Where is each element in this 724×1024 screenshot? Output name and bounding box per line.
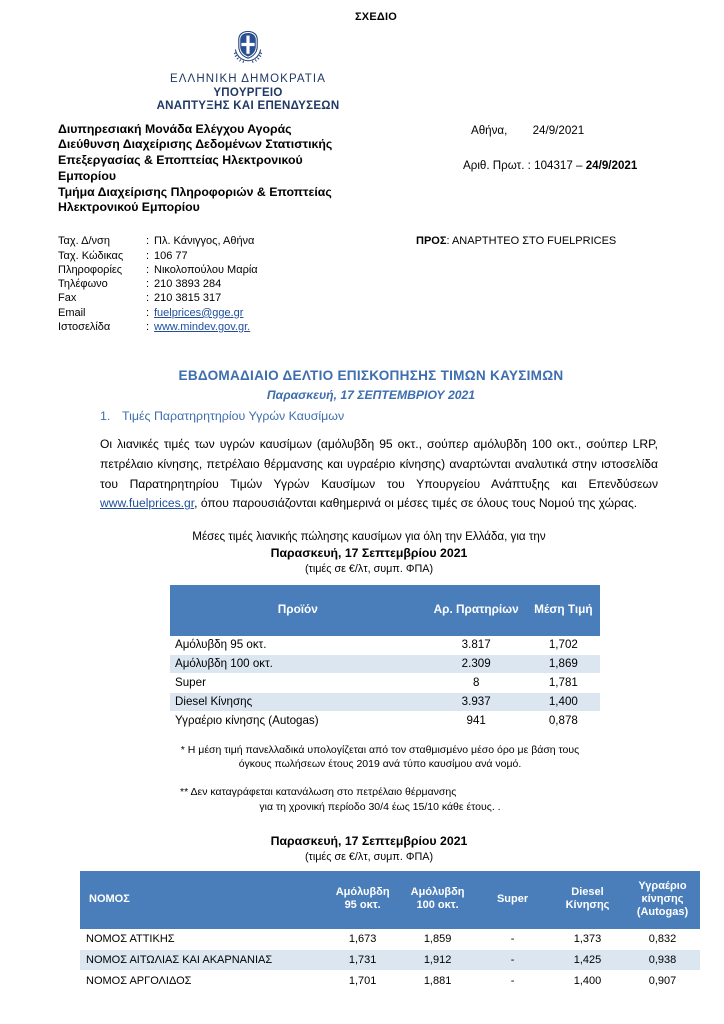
contact-value: 210 3893 284 (154, 278, 222, 291)
cell-unleaded100: 1,912 (400, 950, 475, 971)
unit-line-5: Τμήμα Διαχείρισης Πληροφοριών & Εποπτείας (58, 184, 332, 199)
paragraph-part-2: , όπου παρουσιάζονται καθημερινά οι μέσες τιμές σε όλους τους Νομού της χώρας. (194, 496, 638, 511)
table2-col-unleaded100 (400, 871, 475, 928)
issue-place-date (471, 124, 666, 137)
cell-prefecture: ΝΟΜΟΣ ΑΤΤΙΚΗΣ (80, 928, 325, 950)
protocol-label: Αριθ. Πρωτ. : (463, 158, 531, 172)
protocol-number: 104317 – (534, 158, 583, 172)
issuing-unit (58, 122, 413, 217)
header-line: 95 οκτ. (344, 899, 381, 912)
cell-stations: 3.817 (426, 635, 527, 655)
contact-separator: : (146, 292, 150, 305)
republic-line: ΕΛΛΗΝΙΚΗ ΔΗΜΟΚΡΑΤΙΑ (170, 73, 326, 85)
cell-prefecture: ΝΟΜΟΣ ΑΡΓΟΛΙΔΟΣ (80, 971, 325, 992)
header-line: Κίνησης (565, 899, 610, 912)
contact-separator: : (146, 249, 150, 262)
header-line: 100 οκτ. (416, 899, 459, 912)
ministry-name (98, 73, 398, 114)
table1-col-product: Προϊόν (170, 585, 426, 635)
contact-label: Ταχ. Κώδικας (58, 249, 124, 262)
ministry-dept-line: ΑΝΑΠΤΥΞΗΣ ΚΑΙ ΕΠΕΝΔΥΣΕΩΝ (156, 100, 340, 112)
cell-autogas: 0,832 (625, 928, 700, 950)
intro-paragraph (58, 435, 666, 513)
contact-row (58, 234, 368, 248)
table-row (170, 654, 600, 673)
draft-mark: ΣΧΕΔΙΟ (355, 11, 397, 23)
table2-caption-units: (τιμές σε €/λτ, συμπ. ΦΠΑ) (304, 851, 434, 864)
table-row (80, 971, 700, 992)
table1-caption-units: (τιμές σε €/λτ, συμπ. ΦΠΑ) (304, 562, 434, 575)
contact-label: Ταχ. Δ/νση (58, 235, 110, 248)
unit-line-4: Εμπορίου (58, 168, 117, 183)
cell-autogas: 0,938 (625, 950, 700, 971)
footnotes (58, 743, 666, 814)
table-row (170, 635, 600, 655)
table2-header-row (80, 871, 700, 928)
section-heading (58, 409, 666, 423)
cell-product: Super (170, 673, 426, 692)
table1-head (170, 585, 600, 635)
unit-line-3: Επεξεργασίας & Εποπτείας Ηλεκτρονικού (58, 153, 303, 168)
unit-line-2: Διεύθυνση Διαχείρισης Δεδομένων Στατιστικής (58, 137, 333, 152)
cell-product: Υγραέριο κίνησης (Autogas) (170, 711, 426, 730)
table-row (80, 950, 700, 971)
contact-row (58, 320, 368, 334)
ministry-line: ΥΠΟΥΡΓΕΙΟ (213, 86, 283, 99)
cell-unleaded95: 1,731 (325, 950, 400, 971)
contact-value: Πλ. Κάνιγγος, Αθήνα (154, 235, 255, 248)
contact-label: Τηλέφωνο (58, 278, 108, 291)
contact-separator: : (146, 278, 150, 291)
protocol-number-line (463, 159, 666, 172)
cell-product: Αμόλυβδη 100 οκτ. (170, 654, 426, 673)
protocol-date: 24/9/2021 (585, 158, 638, 172)
contact-value: 210 3815 317 (154, 292, 222, 305)
cell-price: 1,781 (527, 673, 600, 692)
table2-body (80, 928, 700, 992)
footnote-line-2: για τη χρονική περίοδο 30/4 έως 15/10 κάθε έτους. . (259, 800, 501, 813)
table2-col-prefecture: ΝΟΜΟΣ (80, 871, 325, 928)
contact-separator: : (146, 263, 150, 276)
table1-header-row (170, 585, 600, 635)
cell-super: - (475, 928, 550, 950)
contact-separator: : (146, 306, 150, 319)
cell-price: 1,702 (527, 635, 600, 655)
page-title: ΕΒΔΟΜΑΔΙΑΙΟ ΔΕΛΤΙΟ ΕΠΙΣΚΟΠΗΣΗΣ ΤΙΜΩΝ ΚΑΥΣΙΜΩΝ (178, 368, 564, 384)
bulletin-date: Παρασκευή, 17 ΣΕΠΤΕΜΒΡΙΟΥ 2021 (266, 388, 476, 403)
table-row (170, 711, 600, 730)
section-number: 1. (100, 409, 111, 424)
footnote-heating-oil (180, 785, 580, 814)
website-link[interactable]: www.mindev.gov.gr. (154, 321, 251, 334)
email-link[interactable]: fuelprices@gge.gr (154, 306, 244, 319)
table1-col-stations: Αρ. Πρατηρίων (426, 585, 527, 635)
national-average-prices-table (170, 585, 600, 731)
footnote-average-method: * Η μέση τιμή πανελλαδικά υπολογίζεται από τον σταθμισμένο μέσο όρο με βάση τους όγκους πωλήσεων έτους 2019 ανά τύπο καυσίμου ανά νομό. (180, 743, 580, 771)
table2-col-diesel (550, 871, 625, 928)
recipient-label: ΠΡΟΣ (416, 235, 447, 248)
letterhead (98, 28, 398, 114)
cell-product: Αμόλυβδη 95 οκτ. (170, 635, 426, 655)
cell-price: 1,400 (527, 692, 600, 711)
contact-label: Fax (58, 292, 77, 305)
cell-unleaded95: 1,701 (325, 971, 400, 992)
cell-super: - (475, 971, 550, 992)
table2-caption-date: Παρασκευή, 17 Σεπτεμβρίου 2021 (270, 834, 468, 849)
section-title: Τιμές Παρατηρητηρίου Υγρών Καυσίμων (122, 409, 345, 424)
cell-stations: 8 (426, 673, 527, 692)
header-line: Diesel (571, 886, 604, 899)
unit-line-1: Διυπηρεσιακή Μονάδα Ελέγχου Αγοράς (58, 121, 292, 136)
paragraph-part-1: Οι λιανικές τιμές των υγρών καυσίμων (αμόλυβδη 95 οκτ., σούπερ αμόλυβδη 100 οκτ., σούπερ LRP, πετρέλαιο κίνησης, πετρέλαιο θέρμανσης και υγραέριο κίνησης) αναρτώνται αναλυτικά στην ιστοσελίδα του Παρατηρητηρίου Τιμών Υγρών Καυσίμων του Υπουργείου Ανάπτυξης και Επενδύσεων (100, 437, 658, 491)
contact-row (58, 277, 368, 291)
issue-date: 24/9/2021 (532, 123, 585, 137)
contact-row (58, 263, 368, 277)
greek-coat-of-arms-icon (231, 28, 265, 66)
cell-stations: 941 (426, 711, 527, 730)
city-label: Αθήνα, (471, 123, 508, 137)
contact-value: 106 77 (154, 249, 188, 262)
cell-unleaded100: 1,881 (400, 971, 475, 992)
header-line: Αμόλυβδη (410, 886, 465, 899)
contact-label: Ιστοσελίδα (58, 321, 111, 334)
cell-prefecture: ΝΟΜΟΣ ΑΙΤΩΛΙΑΣ ΚΑΙ ΑΚΑΡΝΑΝΙΑΣ (80, 950, 325, 971)
recipient-block (368, 234, 666, 334)
cell-stations: 3.937 (426, 692, 527, 711)
cell-unleaded100: 1,859 (400, 928, 475, 950)
prefecture-prices-table (80, 871, 700, 992)
contact-details (58, 234, 368, 334)
table1-col-price: Μέση Τιμή (527, 585, 600, 635)
header-line: (Autogas) (636, 905, 689, 918)
contact-row (58, 291, 368, 305)
header-line: Αμόλυβδη (335, 886, 390, 899)
fuelprices-link[interactable]: www.fuelprices.gr (100, 496, 195, 511)
contact-row (58, 249, 368, 263)
contact-and-recipient (58, 234, 666, 334)
contact-label: Email (58, 306, 86, 319)
cell-price: 0,878 (527, 711, 600, 730)
table-row (80, 928, 700, 950)
cell-product: Diesel Κίνησης (170, 692, 426, 711)
contact-separator: : (146, 321, 150, 334)
contact-value: Νικολοπούλου Μαρία (154, 263, 258, 276)
table2-head (80, 871, 700, 928)
table1-wrapper (58, 585, 666, 731)
table-row (170, 692, 600, 711)
table1-body (170, 635, 600, 731)
document-meta (413, 122, 666, 217)
cell-diesel: 1,400 (550, 971, 625, 992)
unit-line-6: Ηλεκτρονικού Εμπορίου (58, 200, 200, 215)
recipient-value: : ΑΝΑΡΤΗΤΕΟ ΣΤΟ FUELPRICES (446, 235, 617, 248)
header-line: κίνησης (641, 892, 684, 905)
table-row (170, 673, 600, 692)
cell-super: - (475, 950, 550, 971)
header-columns (58, 122, 666, 217)
footnote-line-1: ** Δεν καταγράφεται κατανάλωση στο πετρέλαιο θέρμανσης (180, 785, 457, 798)
table2-col-super: Super (475, 871, 550, 928)
table2-wrapper (80, 871, 689, 992)
cell-diesel: 1,373 (550, 928, 625, 950)
contact-separator: : (146, 235, 150, 248)
table2-col-autogas (625, 871, 700, 928)
contact-label: Πληροφορίες (58, 263, 123, 276)
contact-row (58, 306, 368, 320)
cell-diesel: 1,425 (550, 950, 625, 971)
table2-col-unleaded95 (325, 871, 400, 928)
table1-caption-date: Παρασκευή, 17 Σεπτεμβρίου 2021 (270, 545, 468, 560)
cell-unleaded95: 1,673 (325, 928, 400, 950)
table1-caption-line1: Μέσες τιμές λιανικής πώλησης καυσίμων για όλη την Ελλάδα, για την (192, 529, 546, 543)
cell-price: 1,869 (527, 654, 600, 673)
cell-stations: 2.309 (426, 654, 527, 673)
cell-autogas: 0,907 (625, 971, 700, 992)
header-line: Υγραέριο (638, 879, 687, 892)
